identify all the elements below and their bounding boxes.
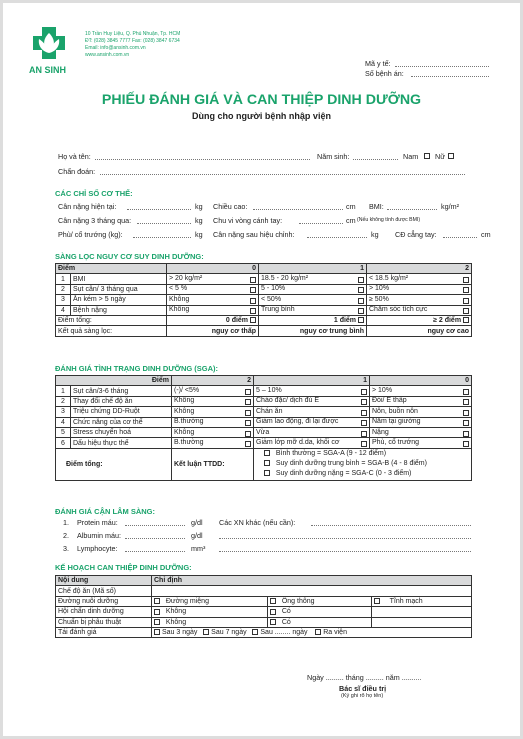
row-number: 2 (56, 284, 71, 294)
option-label: Không (165, 608, 187, 616)
table-row (56, 607, 472, 617)
option-label: Có (281, 618, 291, 626)
option-cell[interactable] (167, 284, 259, 294)
score-label: 1 điểm (333, 317, 357, 325)
section-sga: ĐÁNH GIÁ TÌNH TRẠNG DINH DƯỠNG (SGA): (55, 364, 219, 373)
option-label: (-)/ <5% (174, 387, 200, 395)
option-label: < 50% (261, 295, 282, 303)
checkbox[interactable] (463, 389, 469, 395)
org-contact (85, 31, 180, 59)
option-label: ≥ 50% (369, 295, 389, 303)
note-no-bmi: (Nếu không tính được BMI) (357, 217, 421, 223)
unit-kg: kg (195, 216, 203, 225)
header-1: 1 (254, 376, 370, 386)
table-row (56, 284, 472, 294)
criterion: Bệnh nặng (71, 305, 167, 315)
checkbox[interactable] (245, 389, 251, 395)
checkbox[interactable] (270, 619, 276, 625)
option-cell[interactable] (254, 386, 370, 396)
option-label: ngày (292, 629, 308, 637)
label-year: năm (385, 673, 400, 682)
option-label: Ra viện (323, 629, 347, 637)
checkbox[interactable] (358, 317, 364, 323)
option-cell[interactable] (268, 607, 372, 617)
option-cell[interactable] (268, 617, 372, 627)
unit-gdl: g/dl (191, 518, 203, 527)
label-day: Ngày (307, 673, 324, 682)
field-protein[interactable] (125, 525, 185, 526)
checkbox[interactable] (154, 629, 160, 635)
option-cell[interactable] (370, 438, 472, 448)
unit-cm: cm (346, 216, 356, 225)
logo (29, 23, 69, 63)
option-cell[interactable] (254, 438, 370, 448)
field-forearm[interactable] (443, 237, 477, 238)
option-cell[interactable] (172, 386, 254, 396)
checkbox[interactable] (315, 629, 321, 635)
checkbox[interactable] (463, 441, 469, 447)
criterion: Dấu hiệu thực thể (71, 438, 172, 448)
plan-table (55, 575, 472, 638)
logo-icon (29, 23, 69, 63)
criterion: Stress chuyển hoá (71, 427, 172, 437)
row-label-diet: Chế độ ăn (Mã số) (56, 586, 152, 596)
field-other-tests-2[interactable] (219, 538, 471, 539)
option-label: > 20 kg/m² (169, 275, 203, 283)
row-number: 4 (56, 417, 71, 427)
option-label: Không (165, 618, 187, 626)
option-label: Tĩnh mạch (389, 597, 423, 605)
row-number: 5 (56, 427, 71, 437)
option-cell[interactable] (167, 305, 259, 315)
option-cell[interactable] (367, 295, 472, 305)
option-cell[interactable] (152, 596, 268, 606)
org-name: AN SINH (29, 65, 67, 75)
table-row (56, 386, 472, 396)
conclusion-text: Suy dinh dưỡng nặng = SGA-C (0 - 3 điểm) (275, 470, 412, 478)
label-arm-circumference: Chu vi vòng cánh tay: (213, 216, 283, 225)
org-web: www.ansinh.com.vn (85, 52, 130, 58)
label-name: Họ và tên: (58, 152, 91, 161)
label-month: tháng (345, 673, 364, 682)
row-label-route: Đường nuôi dưỡng (56, 596, 152, 606)
form-title: PHIẾU ĐÁNH GIÁ VÀ CAN THIỆP DINH DƯỠNG (101, 92, 422, 108)
checkbox[interactable] (252, 629, 258, 635)
row-number: 1 (56, 386, 71, 396)
assessment-form-page (3, 3, 520, 736)
label-forearm: CĐ cẳng tay: (395, 230, 437, 239)
field-so-benh-an[interactable] (411, 76, 489, 77)
row-label-surgery: Chuẩn bị phẫu thuật (56, 617, 152, 627)
label-sex-female: Nữ (435, 152, 446, 161)
score-cell[interactable] (259, 315, 367, 325)
checkbox[interactable] (463, 298, 469, 304)
section-plan: KẾ HOẠCH CAN THIỆP DINH DƯỠNG: (55, 563, 192, 572)
signature-note: (Ký ghi rõ họ tên) (341, 693, 384, 699)
checkbox[interactable] (250, 277, 256, 283)
label-birth: Năm sinh: (317, 152, 350, 161)
criterion: Chức năng của cơ thể (71, 417, 172, 427)
table-row (56, 586, 472, 596)
label-other-tests: Các XN khác (nếu cần): (219, 518, 296, 527)
org-email: Email: info@ansinh.com.vn (85, 45, 146, 51)
criterion: BMI (71, 274, 167, 284)
unit-gdl: g/dl (191, 531, 203, 540)
option-label: Nôn, buồn nôn (372, 407, 418, 415)
lab-number: 3. (63, 544, 69, 553)
checkbox[interactable] (245, 441, 251, 447)
checkbox[interactable] (463, 420, 469, 426)
option-label: Ống thông (281, 597, 315, 605)
empty-cell (372, 607, 472, 617)
header-score: Điểm (56, 264, 167, 274)
unit-kg: kg (195, 230, 203, 239)
row-label-reassess: Tái đánh giá (56, 627, 152, 637)
checkbox[interactable] (264, 470, 270, 476)
lab-number: 2. (63, 531, 69, 540)
field-lymphocyte[interactable] (125, 551, 185, 552)
option-cell[interactable] (172, 417, 254, 427)
label-protein: Protein máu: (77, 518, 118, 527)
field-bmi[interactable] (387, 209, 437, 210)
header-2: 2 (367, 264, 472, 274)
field-edema[interactable] (133, 237, 191, 238)
row-number: 2 (56, 396, 71, 406)
checkbox[interactable] (361, 441, 367, 447)
checkbox[interactable] (270, 598, 276, 604)
field-birth[interactable] (353, 159, 398, 160)
table-row (56, 427, 472, 437)
table-row (56, 596, 472, 606)
option-cell[interactable] (152, 607, 268, 617)
result-medium: nguy cơ trung bình (259, 326, 367, 336)
checkbox[interactable] (463, 431, 469, 437)
row-number: 4 (56, 305, 71, 315)
field-current-weight[interactable] (127, 209, 191, 210)
checkbox[interactable] (361, 389, 367, 395)
criterion: Ăn kém > 5 ngày (71, 295, 167, 305)
table-row (56, 627, 472, 637)
option-cell[interactable] (167, 274, 259, 284)
checkbox[interactable] (361, 420, 367, 426)
option-cell[interactable] (254, 427, 370, 437)
option-cell[interactable] (268, 596, 372, 606)
section-labs: ĐÁNH GIÁ CẬN LÂM SÀNG: (55, 507, 155, 516)
total-label: Điểm tổng: (56, 315, 167, 325)
option-cell[interactable] (254, 396, 370, 406)
unit-kg: kg (195, 202, 203, 211)
row-number: 3 (56, 295, 71, 305)
label-albumin: Albumin máu: (77, 531, 121, 540)
screening-table (55, 263, 472, 337)
reassess-options: Sau 3 ngày Sau 7 ngày Sau ........ ngày Ra viện (152, 627, 472, 637)
header-1: 1 (259, 264, 367, 274)
option-label: Đường miệng (165, 597, 209, 605)
header-indication: Chỉ định (152, 576, 472, 586)
sga-header-row (56, 376, 472, 386)
checkbox[interactable] (463, 317, 469, 323)
result-low: nguy cơ thấp (167, 326, 259, 336)
checkbox[interactable] (250, 298, 256, 304)
checkbox[interactable] (358, 308, 364, 314)
label-current-weight: Cân nặng hiện tại: (58, 202, 117, 211)
option-cell[interactable] (370, 417, 472, 427)
field-ma-y-te[interactable] (395, 66, 489, 67)
checkbox[interactable] (361, 399, 367, 405)
checkbox[interactable] (361, 431, 367, 437)
row-number: 6 (56, 438, 71, 448)
label-adjusted-weight: Cân nặng sau hiệu chỉnh: (213, 230, 295, 239)
conclusion-text: Bình thường = SGA-A (9 - 12 điểm) (275, 450, 387, 458)
label-so-benh-an: Số bệnh án: (365, 69, 404, 78)
table-row (56, 417, 472, 427)
option-cell[interactable] (172, 427, 254, 437)
checkbox[interactable] (250, 287, 256, 293)
conclusion-option-b[interactable] (264, 459, 469, 469)
option-label: B.thường (174, 439, 204, 447)
table-row (56, 396, 472, 406)
table-row (56, 438, 472, 448)
date-line: Ngày ......... tháng ......... năm .......... (307, 673, 422, 682)
option-label: Sau 7 ngày (211, 629, 247, 637)
table-row (56, 295, 472, 305)
checkbox[interactable] (463, 287, 469, 293)
criterion: Sụt cân/3-6 tháng (71, 386, 172, 396)
checkbox[interactable] (374, 598, 380, 604)
label-edema: Phù/ cổ trướng (kg): (58, 230, 123, 239)
checkbox[interactable] (264, 460, 270, 466)
header-2: 2 (172, 376, 254, 386)
option-cell[interactable] (259, 274, 367, 284)
field-arm-circumference[interactable] (299, 223, 343, 224)
header-0: 0 (167, 264, 259, 274)
criterion: Sụt cân/ 3 tháng qua (71, 284, 167, 294)
empty-cell (372, 617, 472, 627)
unit-cm: cm (481, 230, 491, 239)
option-label: Sau 3 ngày (161, 629, 198, 637)
option-label: Nặng (372, 428, 389, 436)
label-height: Chiều cao: (213, 202, 248, 211)
label-bmi: BMI: (369, 202, 384, 211)
label-lymphocyte: Lymphocyte: (77, 544, 118, 553)
option-cell[interactable] (172, 396, 254, 406)
option-cell[interactable] (370, 396, 472, 406)
checkbox-female[interactable] (448, 153, 454, 159)
option-cell[interactable] (370, 407, 472, 417)
checkbox[interactable] (154, 609, 160, 615)
checkbox[interactable] (250, 317, 256, 323)
signature-role: Bác sĩ điều trị (339, 684, 387, 693)
field-height[interactable] (253, 209, 343, 210)
field-other-tests[interactable] (311, 525, 471, 526)
screening-total-row (56, 315, 472, 325)
option-cell[interactable] (367, 305, 472, 315)
checkbox[interactable] (203, 629, 209, 635)
option-label: > 10% (372, 387, 393, 395)
checkbox[interactable] (358, 298, 364, 304)
diet-code-cell[interactable] (152, 586, 472, 596)
header-content: Nội dung (56, 576, 152, 586)
lab-number: 1. (63, 518, 69, 527)
checkbox[interactable] (264, 450, 270, 456)
checkbox[interactable] (358, 287, 364, 293)
checkbox[interactable] (463, 399, 469, 405)
option-cell[interactable] (259, 284, 367, 294)
form-subtitle: Dùng cho người bệnh nhập viện (192, 111, 331, 121)
option-cell[interactable] (367, 274, 472, 284)
option-label: < 18.5 kg/m² (369, 275, 409, 283)
option-cell[interactable] (259, 295, 367, 305)
field-adjusted-weight[interactable] (307, 237, 367, 238)
checkbox[interactable] (245, 399, 251, 405)
conclusion-option-c[interactable] (264, 469, 469, 479)
field-diagnosis[interactable] (100, 174, 465, 175)
option-label: Sau (260, 629, 273, 637)
section-screening: SÀNG LỌC NGUY CƠ SUY DINH DƯỠNG: (55, 252, 204, 261)
option-label: Chán ăn (256, 407, 283, 415)
field-weight-3-months[interactable] (137, 223, 191, 224)
option-label: Không (174, 397, 195, 405)
conclusion-option-a[interactable] (264, 449, 469, 459)
option-label: Có (281, 608, 291, 616)
score-label: 0 điểm (225, 317, 249, 325)
field-albumin[interactable] (125, 538, 185, 539)
option-label: Không (169, 306, 190, 314)
checkbox[interactable] (270, 609, 276, 615)
option-cell[interactable] (370, 386, 472, 396)
option-label: 5 - 10% (261, 285, 286, 293)
unit-kgm2: kg/m² (441, 202, 459, 211)
total-label: Điểm tổng: (56, 448, 172, 480)
screening-header-row (56, 264, 472, 274)
checkbox[interactable] (361, 410, 367, 416)
conclusion-label: Kết luận TTDD: (174, 460, 225, 468)
option-cell[interactable] (152, 617, 268, 627)
table-row (56, 305, 472, 315)
result-high: nguy cơ cao (367, 326, 472, 336)
checkbox[interactable] (358, 277, 364, 283)
option-label: Không (174, 407, 195, 415)
checkbox-male[interactable] (424, 153, 430, 159)
row-number: 3 (56, 407, 71, 417)
option-label: Cháo đặc/ dịch đủ E (256, 397, 320, 405)
option-cell[interactable] (167, 295, 259, 305)
label-ma-y-te: Mã y tế: (365, 59, 391, 68)
option-label: Giảm lao động, đi lại được (256, 418, 339, 426)
result-label: Kết quả sàng lọc: (56, 326, 167, 336)
table-row (56, 407, 472, 417)
option-label: Không (169, 295, 190, 303)
checkbox[interactable] (154, 598, 160, 604)
plan-header-row (56, 576, 472, 586)
option-label: 5 – 10% (256, 387, 282, 395)
label-weight-3-months: Cân nặng 3 tháng qua: (58, 216, 132, 225)
option-cell[interactable] (254, 417, 370, 427)
row-label-consult: Hội chẩn dinh dưỡng (56, 607, 152, 617)
option-cell[interactable] (172, 407, 254, 417)
score-cell[interactable] (367, 315, 472, 325)
unit-kg: kg (371, 230, 379, 239)
option-label: Không (174, 428, 195, 436)
conclusion-text: Suy dinh dưỡng trung bình = SGA-B (4 - 8 điểm) (275, 460, 427, 468)
option-label: Trung bình (261, 306, 295, 314)
sga-conclusion-row (56, 448, 472, 480)
checkbox[interactable] (245, 420, 251, 426)
sga-table (55, 375, 472, 481)
option-label: 18.5 - 20 kg/m² (261, 275, 309, 283)
header-score: Điểm (56, 376, 172, 386)
checkbox[interactable] (463, 308, 469, 314)
option-cell[interactable] (370, 427, 472, 437)
option-cell[interactable] (372, 596, 472, 606)
checkbox[interactable] (154, 619, 160, 625)
conclusion-label-cell (172, 448, 254, 480)
conclusion-options (254, 448, 472, 480)
checkbox[interactable] (245, 410, 251, 416)
checkbox[interactable] (250, 308, 256, 314)
option-label: Phù, cổ trướng (372, 439, 420, 447)
org-phone: ĐT: (028) 3845 7777 Fax: (028) 3847 6734 (85, 38, 180, 44)
score-label: ≥ 2 điểm (433, 317, 462, 325)
score-cell[interactable] (167, 315, 259, 325)
row-number: 1 (56, 274, 71, 284)
option-cell[interactable] (259, 305, 367, 315)
criterion: Triệu chứng DD-Ruột (71, 407, 172, 417)
unit-cm: cm (346, 202, 356, 211)
field-name[interactable] (95, 159, 310, 160)
screening-result-row (56, 326, 472, 336)
checkbox[interactable] (463, 277, 469, 283)
criterion: Thay đổi chế độ ăn (71, 396, 172, 406)
field-other-tests-3[interactable] (219, 551, 471, 552)
table-row (56, 274, 472, 284)
option-label: < 5 % (169, 285, 188, 293)
option-label: > 10% (369, 285, 390, 293)
org-address: 10 Trần Huy Liệu, Q. Phú Nhuận, Tp. HCM (85, 31, 181, 37)
option-label: B.thường (174, 418, 204, 426)
section-body-indices: CÁC CHỈ SỐ CƠ THỂ: (55, 189, 133, 198)
table-row (56, 617, 472, 627)
label-diagnosis: Chẩn đoán: (58, 167, 96, 176)
checkbox[interactable] (463, 410, 469, 416)
option-cell[interactable] (367, 284, 472, 294)
option-label: Vừa (256, 428, 270, 436)
unit-mm3: mm³ (191, 544, 206, 553)
option-label: Đói/ E thấp (372, 397, 407, 405)
header-0: 0 (370, 376, 472, 386)
label-sex-male: Nam (403, 152, 419, 161)
option-label: Chăm sóc tích cực (369, 306, 428, 314)
checkbox[interactable] (245, 431, 251, 437)
option-label: Nằm tại giường (372, 418, 421, 426)
option-label: Giảm lớp mỡ d.da, khối cơ (256, 439, 340, 447)
option-cell[interactable] (254, 407, 370, 417)
option-cell[interactable] (172, 438, 254, 448)
